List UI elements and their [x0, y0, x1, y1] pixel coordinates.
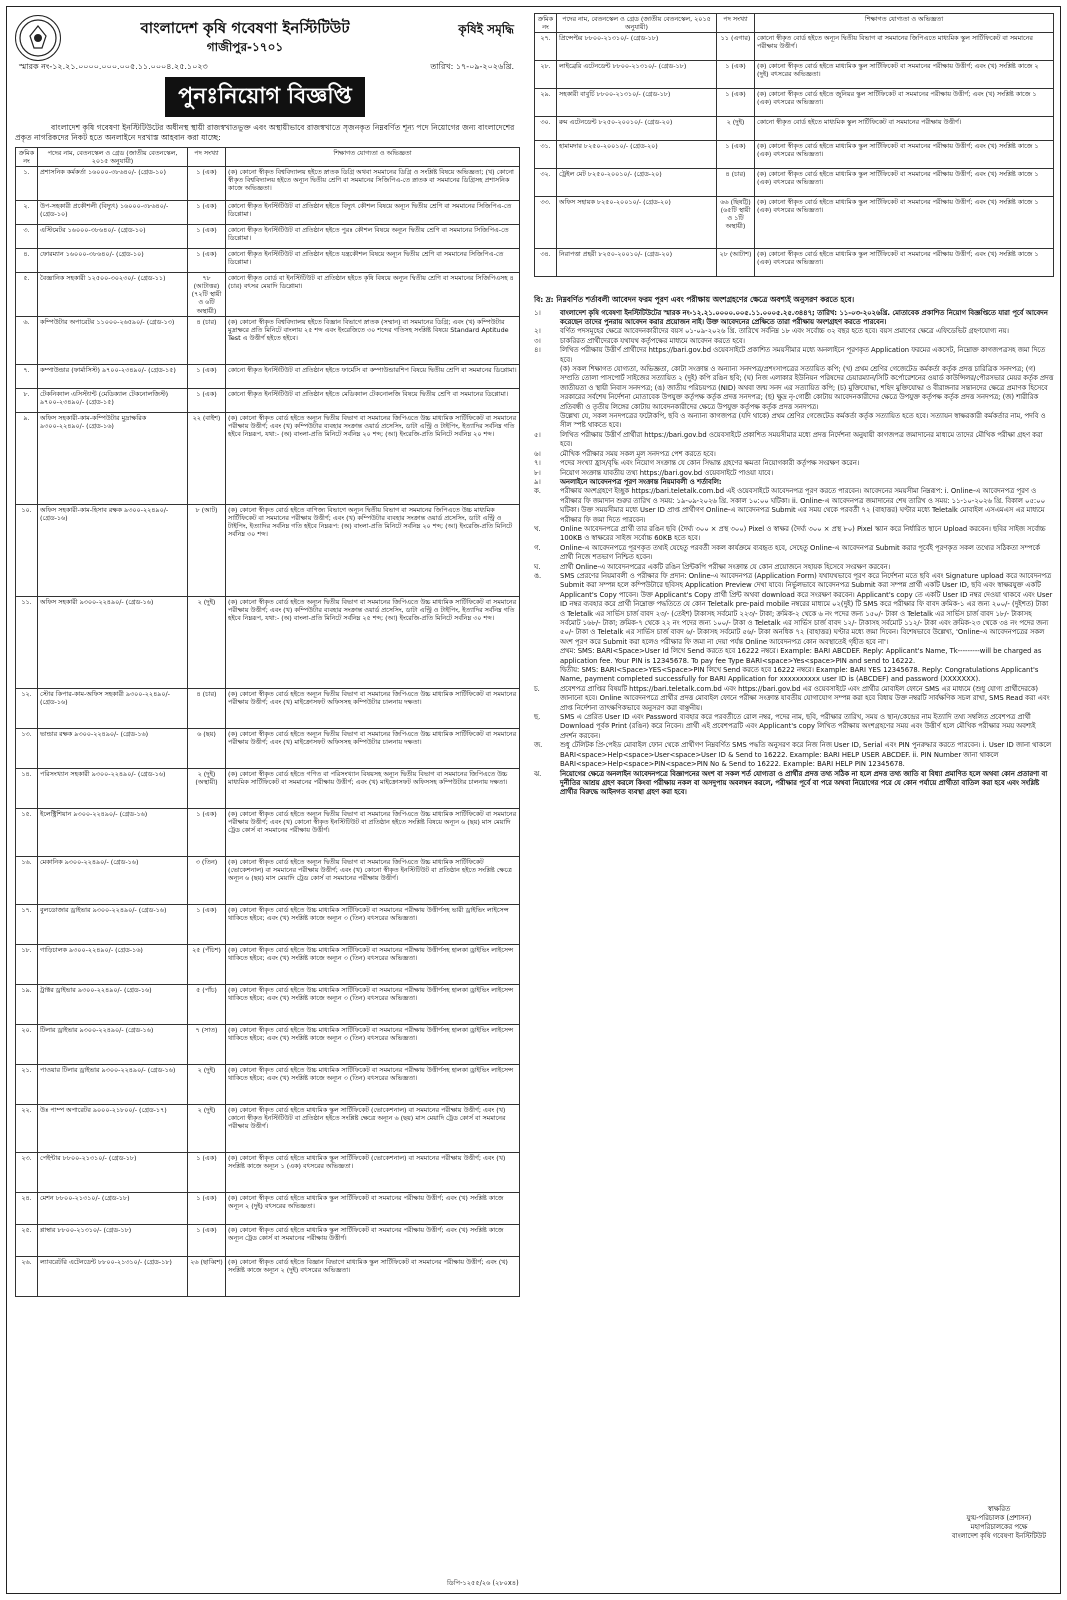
signature-title: যুগ্ম-পরিচালক (প্রশাসন): [966, 1514, 1032, 1522]
conditions-heading: বি: দ্র: নিম্নবর্ণিত শর্তাবলী আবেদন ফরম পূরণ এবং পরীক্ষায় অংশগ্রহণের ক্ষেত্রে অবশ্যই অনুসরণ করতে হবে।: [534, 295, 855, 305]
row-count: ১১ (এগার): [717, 33, 755, 61]
row-post: অফিস সহকারী ৯৩০০-২২৪৯০/- (গ্রেড-১৬): [38, 596, 188, 688]
condition-item: [534, 478, 1054, 487]
row-count: ৩ (তিন): [188, 856, 226, 904]
row-post: প্রশাসনিক কর্মকর্তা ১৬০০০-৩৮৬৪০/- (গ্রেড-১০): [38, 167, 188, 201]
row-post: নিরাপত্তা প্রহরী ৮২৫০-২০০১০/- (গ্রেড-২০): [557, 249, 717, 277]
condition-item: [534, 713, 1054, 741]
row-qualification: কোনো স্বীকৃত ইনস্টিটিউট বা প্রতিষ্ঠান হইতে বিদ্যুৎ কৌশল বিষয়ে অন্যূন দ্বিতীয় শ্রেণি বা সমমানের সিজিপিএ-তে ডিপ্লোমা।: [226, 201, 520, 225]
row-count: ২ (দুই): [188, 1104, 226, 1152]
condition-number: ৮।: [534, 468, 541, 477]
header: [15, 13, 520, 111]
header-count: পদ সংখ্যা: [717, 14, 755, 33]
row-qualification: (ক) কোনো স্বীকৃত বোর্ড হইতে অন্যূন দ্বিতীয় বিভাগ বা সমমানের জিপিএতে উচ্চ মাধ্যমিক সার্টিফিকেট বা সমমানের পরীক্ষায় উত্তীর্ণ; এবং (খ) মাইক্রোসফট অফিসসহ কম্পিউটার চালনায় দক্ষতা।: [226, 688, 520, 728]
header-count: পদ সংখ্যা: [188, 148, 226, 167]
signature-label: স্বাক্ষরিত: [987, 1505, 1011, 1513]
condition-number: ঘ.: [534, 562, 541, 571]
table-row: [535, 61, 1054, 89]
row-count: ২৬ (ছাব্বিশ): [188, 1256, 226, 1296]
condition-item: [534, 309, 1054, 328]
row-post: গাড়িচালক ৯৩০০-২২৪৯০/- (গ্রেড-১৬): [38, 944, 188, 984]
row-serial: ৪.: [16, 249, 38, 273]
table-row: [16, 249, 520, 273]
row-count: ৭৮ (আটাত্তর) (৭২টি স্থায়ী ও ৬টি অস্থায়ী): [188, 273, 226, 316]
row-post: টেকনিক্যাল এসিস্ট্যান্ট (মেডিক্যাল টেকনোলজিস্ট) ৯৭০০-২৩৪৯০/- (গ্রেড-১৫): [38, 388, 188, 412]
row-post: ট্রেইল মেট ৮২৫০-২০০১০/- (গ্রেড-২০): [557, 169, 717, 197]
condition-number: ৪।: [534, 346, 541, 355]
condition-number: ৫।: [534, 430, 541, 439]
table-row: [535, 89, 1054, 117]
right-column: [534, 13, 1054, 798]
row-post: পাওয়ার টিলার ড্রাইভার ৯৩০০-২২৪৯০/- (গ্রেড-১৬): [38, 1064, 188, 1104]
row-post: প্রিন্সেপ্টর ৮৮০০-২১৩১০/- (গ্রেড-১৮): [557, 33, 717, 61]
row-qualification: (ক) কোনো স্বীকৃত বোর্ড হইতে বাণিজ্য বিভাগে অন্যূন দ্বিতীয় বিভাগ বা সমমানের জিপিএতে উচ্চ মাধ্যমিক সার্টিফিকেট বা সমমানের পরীক্ষায় উত্তীর্ণ; এবং (খ) কম্পিউটার ব্যবহার সংক্রান্ত ওয়ার্ড প্রসেসিং, ডাটা এন্ট্রি ও টাইপিং, ইত্যাদির সর্বনিম্ন গতি হইবে নিম্নরূপ: (অ) বাংলা-প্রতি মিনিটে সর্বনিম্ন ২০ শব্দ; (আ) ইংরেজি-প্রতি মিনিটে সর্বনিম্ন ৩০ শব্দ।: [226, 504, 520, 596]
row-post: উঃ পাম্প অপারেটর ৯০০০-২১৮০০/- (গ্রেড-১৭): [38, 1104, 188, 1152]
org-city: গাজীপুর-১৭০১: [206, 40, 284, 54]
row-serial: ২৭.: [535, 33, 557, 61]
header-sl: ক্রমিক নং: [535, 14, 557, 33]
condition-item: [534, 647, 1054, 666]
row-qualification: (ক) কোনো স্বীকৃত বোর্ড হইতে মাধ্যমিক স্কুল সার্টিফিকেট বা সমমানের পরীক্ষায় উত্তীর্ণ; এবং (খ) সংশ্লিষ্ট কাজে ২ (দুই) বৎসরের অভিজ্ঞতা।: [755, 61, 1054, 89]
row-count: ৪ (চার): [188, 688, 226, 728]
row-qualification: কোনো স্বীকৃত ইনস্টিটিউট বা প্রতিষ্ঠান হইতে পুরঃ কৌশল বিষয়ে অন্যূন দ্বিতীয় শ্রেণি বা সমমানের সিজিপিএ-তে ডিপ্লোমা।: [226, 225, 520, 249]
row-post: বৈজ্ঞানিক সহকারী ১২৫০০-৩০২৩০/- (গ্রেড-১১): [38, 273, 188, 316]
row-serial: ২৯.: [535, 89, 557, 117]
table-row: [535, 169, 1054, 197]
row-post: ভান্ডার রক্ষক ৯৩০০-২২৪৯০/- (গ্রেড-১৬): [38, 728, 188, 768]
condition-number: খ.: [534, 524, 541, 533]
table-row: [16, 856, 520, 904]
row-serial: ২৪.: [16, 1192, 38, 1224]
row-count: ৪ (চার): [717, 169, 755, 197]
row-qualification: (ক) কোনো স্বীকৃত বোর্ড হইতে অন্যূন দ্বিতীয় বিভাগ বা সমমানের জিপিএতে উচ্চ মাধ্যমিক সার্টিফিকেট বা সমমানের পরীক্ষায় উত্তীর্ণ; এবং (খ) কম্পিউটার ব্যবহার সংক্রান্ত ওয়ার্ড প্রসেসিং, ডাটা এন্ট্রি ও টাইপিং, ইত্যাদির সর্বনিম্ন গতি হইবে নিম্নরূপ, যথা:- (অ) বাংলা-প্রতি মিনিটে সর্বনিম্ন ২৫ শব্দ; (আ) ইংরেজি-প্রতি মিনিটে সর্বনিম্ন ৩০ শব্দ।: [226, 596, 520, 688]
condition-item: [534, 487, 1054, 525]
row-serial: ১৩.: [16, 728, 38, 768]
table-row: [16, 1024, 520, 1064]
row-qualification: কোনো স্বীকৃত বোর্ড হইতে মাধ্যমিক স্কুল সার্টিফিকেট বা সমমানের পরীক্ষায় উত্তীর্ণ।: [755, 117, 1054, 141]
condition-item: [534, 685, 1054, 713]
condition-number: গ.: [534, 543, 541, 552]
condition-text: পরীক্ষায় অংশগ্রহণে ইচ্ছুক https://bari.teletalk.com.bd এই ওয়েবসাইটে আবেদনপত্র পূরণ করতে পারবেন। আবেদনের সময়সীমা নিম্নরূপ: i. Online-এ আবেদনপত্র পূরণ ও পরীক্ষার ফি জমাদান শুরুর তারিখ ও সময়: ১৯-০৯-২০২৬ খ্রি. সকাল ১০:০০ ঘটিকা। ii. Online-এ আবেদনপত্র জমাদানের শেষ তারিখ ও সময়: ১১-১০-২০২৬ খ্রি. বিকাল ০৫:০০ ঘটিকা। উক্ত সময়সীমার মধ্যে User ID প্রাপ্ত প্রার্থীগণ Online-এ আবেদনপত্র Submit এর সময় থেকে পরবর্তী ৭২ (বাহাত্তর) ঘণ্টার মধ্যে Teletalk মোবাইল এসএমএস এর মাধ্যমে পরীক্ষার ফি জমা দিতে পারবেন।: [560, 487, 1045, 524]
row-qualification: (ক) কোনো স্বীকৃত বোর্ড হইতে মাধ্যমিক স্কুল সার্টিফিকেট বা সমমানের পরীক্ষায় উত্তীর্ণ; এবং (খ) সংশ্লিষ্ট কাজে ১ (এক) বৎসরের অভিজ্ঞতা।: [755, 197, 1054, 249]
row-count: ৬ (ছয়): [188, 728, 226, 768]
intro-text: বাংলাদেশ কৃষি গবেষণা ইনস্টিটিউটের অধীনস্থ স্থায়ী রাজস্বখাতভুক্ত এবং অস্থায়ীভাবে রাজস্বখাতে সৃজনকৃত নিম্নবর্ণিত শূন্য পদে নিয়োগের জন্য বাংলাদেশের প্রকৃত নাগরিকদের নিকট হতে অনলাইনে দরখাস্ত আহবান করা যাচ্ছে:: [15, 123, 515, 142]
row-serial: ২১.: [16, 1064, 38, 1104]
condition-number: ক.: [534, 487, 541, 496]
row-qualification: কোনো স্বীকৃত ইনস্টিটিউট বা প্রতিষ্ঠান হইতে যন্ত্রকৌশল বিষয়ে অন্যূন দ্বিতীয় শ্রেণি বা সমমানের সিজিপিএ-তে ডিপ্লোমা।: [226, 249, 520, 273]
condition-number: ছ.: [534, 713, 541, 722]
condition-text: বর্ণিত পদসমূহের ক্ষেত্রে আবেদনকারীদের বয়স ০১-০৯-২০২৬ খ্রি. তারিখে সর্বনিম্ন ১৮ এবং সর্বোচ্চ ৩২ বছর হতে হবে। বয়স প্রমাণের ক্ষেত্রে এফিডেভিট গ্রহণযোগ্য নয়।: [560, 327, 1009, 336]
table-row: [16, 201, 520, 225]
row-count: ১ (এক): [188, 904, 226, 944]
org-name: বাংলাদেশ কৃষি গবেষণা ইনস্টিটিউট: [140, 19, 350, 37]
row-qualification: (ক) কোনো স্বীকৃত বোর্ড হইতে মাধ্যমিক স্কুল সার্টিফিকেট (ভোকেশনাল) বা সমমানের পরীক্ষায় উত্তীর্ণ; এবং (খ) কোনো স্বীকৃত ইনস্টিটিউট বা প্রতিষ্ঠান হইতে সংশ্লিষ্ট ক্ষেত্রে অন্যূন ৬ (ছয়) মাস মেয়াদি ট্রেড কোর্স বা সমমানের পরীক্ষায় উত্তীর্ণ।: [226, 1104, 520, 1152]
condition-text: পদের সংখ্যা হ্রাস/বৃদ্ধি এবং নিয়োগ সংক্রান্ত যে কোন সিদ্ধান্ত গ্রহণের ক্ষমতা নিয়োগকারী কর্তৃপক্ষ সংরক্ষণ করেন।: [560, 459, 860, 468]
row-qualification: (ক) কোনো স্বীকৃত বোর্ড হইতে অন্যূন দ্বিতীয় বিভাগ বা সমমানের জিপিএতে উচ্চ মাধ্যমিক সার্টিফিকেট বা সমমানের পরীক্ষায় উত্তীর্ণ; এবং (খ) মাইক্রোসফট অফিসসহ কম্পিউটার চালনায় দক্ষতা।: [226, 728, 520, 768]
row-post: প্লাম্বার ৮৮০০-২১৩১০/- (গ্রেড-১৮): [38, 1224, 188, 1256]
table-row: [16, 1152, 520, 1192]
row-serial: ৩০.: [535, 117, 557, 141]
condition-text: নিয়োগ সংক্রান্ত যাবতীয় তথ্য https://bari.gov.bd ওয়েবসাইটে পাওয়া যাবে।: [560, 468, 774, 477]
row-count: ২ (দুই) (অস্থায়ী): [188, 768, 226, 808]
row-qualification: (ক) কোনো স্বীকৃত বোর্ড হইতে মাধ্যমিক স্কুল সার্টিফিকেট বা সমমানের পরীক্ষায় উত্তীর্ণ; এবং (খ) সংশ্লিষ্ট কাজে ১ (এক) বৎসরের অভিজ্ঞতা।: [755, 141, 1054, 169]
table-row: [16, 388, 520, 412]
row-count: ১ (এক): [188, 249, 226, 273]
row-count: ১ (এক): [188, 1192, 226, 1224]
row-post: অফিস সহকারী-কাম-কম্পিউটার মুদ্রাক্ষরিক ৯৩০০-২২৪৯০/- (গ্রেড-১৬): [38, 412, 188, 504]
row-post: টিলার ড্রাইভার ৯৩০০-২২৪৯০/- (গ্রেড-১৬): [38, 1024, 188, 1064]
row-qualification: (ক) কোনো স্বীকৃত বোর্ড হইতে অন্যূন দ্বিতীয় বিভাগ বা সমমানের জিপিএতে উচ্চ মাধ্যমিক সার্টিফিকেট (ভোকেশনাল) বা সমমানের পরীক্ষায় উত্তীর্ণ; এবং (খ) কোনো স্বীকৃত ইনস্টিটিউট বা প্রতিষ্ঠান হইতে সংশ্লিষ্ট ক্ষেত্রে অন্যূন ৬ (ছয়) মাস মেয়াদি ট্রেড কোর্স বা সমমানের পরীক্ষায় উত্তীর্ণ।: [226, 856, 520, 904]
row-count: ১ (এক): [717, 61, 755, 89]
table-row: [16, 808, 520, 856]
condition-item: [534, 741, 1054, 769]
table-row: [535, 33, 1054, 61]
row-serial: ১৮.: [16, 944, 38, 984]
row-qualification: কোনো স্বীকৃত বোর্ড হইতে অন্যূন দ্বিতীয় বিভাগ বা সমমানের জিপিএতে মাধ্যমিক স্কুল সার্টিফিকেট বা সমমানের পরীক্ষায় উত্তীর্ণ।: [755, 33, 1054, 61]
table-row: [16, 1104, 520, 1152]
row-qualification: (ক) কোনো স্বীকৃত বোর্ড হইতে বিজ্ঞান বিভাগে মাধ্যমিক স্কুল সার্টিফিকেট বা সমমানের পরীক্ষায় উত্তীর্ণ; এবং (খ) সংশ্লিষ্ট কাজে অন্যূন ২ (দুই) বৎসরের অভিজ্ঞতা।: [226, 1256, 520, 1296]
row-qualification: (ক) কোনো স্বীকৃত বিশ্ববিদ্যালয় হইতে স্নাতক ডিগ্রি অথবা সমমানের ডিগ্রি ও সংশ্লিষ্ট বিষয়ে অভিজ্ঞতা; (খ) কোনো স্বীকৃত বিশ্ববিদ্যালয় হইতে অন্যূন দ্বিতীয় শ্রেণি বা সমমানের সিজিপিএ-তে স্নাতক বা সমমানের ডিগ্রিসহ প্রশাসনিক কাজে অভিজ্ঞতা।: [226, 167, 520, 201]
condition-item: [534, 770, 1054, 798]
row-post: সহকারী বাবুর্চি ৮৮০০-২১৩১০/- (গ্রেড-১৮): [557, 89, 717, 117]
row-post: ট্রাক্টর ড্রাইভার ৯৩০০-২২৪৯০/- (গ্রেড-১৬): [38, 984, 188, 1024]
condition-item: [534, 337, 1054, 346]
row-serial: ৩.: [16, 225, 38, 249]
condition-number: [534, 412, 560, 431]
row-qualification: কোনো স্বীকৃত ইনস্টিটিউট বা প্রতিষ্ঠান হইতে মেডিক্যাল টেকনোলজি বিষয়ে দ্বিতীয় শ্রেণি বা সমমানের ডিপ্লোমা।: [226, 388, 520, 412]
row-qualification: কোনো স্বীকৃত বোর্ড বা ইনস্টিটিউট বা প্রতিষ্ঠান হইতে কৃষি বিষয়ে অন্যূন দ্বিতীয় শ্রেণি বা সমমানের সিজিপিএসহ ৪ (চার) বৎসর মেয়াদি ডিপ্লোমা।: [226, 273, 520, 316]
row-count: ৪ (চার): [188, 316, 226, 364]
condition-text: প্রবেশপত্র প্রাপ্তির বিষয়টি https://bari.teletalk.com.bd এবং https://bari.gov.bd এর ওয়েবসাইটে এবং প্রার্থীর মোবাইল ফোনে SMS এর মাধ্যমে (শুধু যোগ্য প্রার্থীদেরকে) জানানো হবে। Online আবেদনপত্রে প্রার্থীর প্রদত্ত মোবাইল ফোনে পরীক্ষা সংক্রান্ত যাবতীয় যোগাযোগ সম্পন্ন করা হবে বিধায় উক্ত নম্বরটি সার্বক্ষণিক সচল রাখা, SMS Read করা এবং প্রাপ্ত নির্দেশনা তাৎক্ষণিকভাবে অনুসরণ করা বাঞ্ছনীয়।: [560, 684, 1050, 712]
condition-number: চ.: [534, 684, 540, 693]
row-serial: ৬.: [16, 316, 38, 364]
row-qualification: (ক) কোনো স্বীকৃত বোর্ড হইতে জুনিয়র স্কুল সার্টিফিকেট বা সমমানের পরীক্ষায় উত্তীর্ণ; এবং (খ) সংশ্লিষ্ট কাজে ১ (এক) বৎসরের অভিজ্ঞতা।: [755, 89, 1054, 117]
condition-number: ৬।: [534, 449, 541, 458]
row-count: ১ (এক): [188, 167, 226, 201]
condition-item: [534, 563, 1054, 572]
notice-date: তারিখ: ১৭-০৯-২০২৬খ্রি.: [430, 62, 514, 71]
condition-number: ১।: [534, 308, 541, 317]
row-count: ২ (দুই): [188, 1064, 226, 1104]
table-row: [16, 1192, 520, 1224]
row-serial: ১.: [16, 167, 38, 201]
table-row: [16, 225, 520, 249]
row-serial: ২৫.: [16, 1224, 38, 1256]
table-row: [535, 141, 1054, 169]
table-row: [16, 167, 520, 201]
condition-item: [534, 666, 1054, 685]
row-serial: ২৬.: [16, 1256, 38, 1296]
slogan: কৃষিই সমৃদ্ধি: [458, 22, 514, 36]
row-qualification: (ক) কোনো স্বীকৃত বোর্ড হইতে মাধ্যমিক স্কুল সার্টিফিকেট বা সমমানের পরীক্ষায় উত্তীর্ণ; এবং (খ) সংশ্লিষ্ট কাজে অন্যূন ২ (দুই) বৎসরের অভিজ্ঞতা।: [226, 1192, 520, 1224]
conditions-section: [534, 295, 1054, 798]
row-count: ২৮ (আটাশ): [717, 249, 755, 277]
condition-text: প্রথম: SMS: BARI<Space>User Id লিখে Send করতে হবে 16222 নম্বরে। Example: BARI ABCDEF. Reply: Applicant's Name, Tk---------will be charged as application fee. Your PIN is 12345678. To pay fee Type BARI<space>Yes<space>PIN and send to 16222.: [560, 647, 1042, 665]
condition-text: মৌখিক পরীক্ষার সময় সকল মূল সনদপত্র পেশ করতে হবে।: [560, 449, 716, 458]
condition-text: SMS প্রেরণের নিয়মাবলী ও পরীক্ষার ফি প্রদান: Online-এ আবেদনপত্র (Application Form) যথাযথভাবে পূরণ করে নির্দেশনা মতে ছবি এবং Signature upload করে আবেদনপত্র Submit করা সম্পন্ন হলে কম্পিউটারে ছবিসহ Application Preview দেখা যাবে। নির্ভুলভাবে আবেদনপত্র Submit করা সম্পন্ন প্রার্থী একটি User ID, ছবি এবং স্বাক্ষরযুক্ত একটি Applicant's Copy পাবেন। উক্ত Applicant's Copy প্রার্থী প্রিন্ট অথবা download করে সংরক্ষণ করবেন। Applicant's copy তে একটি User ID নম্বর দেওয়া থাকবে এবং User ID নম্বর ব্যবহার করে প্রার্থী নিম্নোক্ত পদ্ধতিতে যে কোন Teletalk pre-paid mobile নম্বরের মাধ্যমে ০২(দুই) টি SMS করে পরীক্ষার ফি বাবদ ক্রমিক-১ এর জন্য ২০০/- (দুইশত) টাকা ও Teletalk এর সার্ভিস চার্জ বাবদ ২৩/- (তেইশ) টাকাসহ সর্বমোট ২২৩/- টাকা; ক্রমিক-২ থেকে ৬ নং পদের জন্য ১৫০/- টাকা ও Teletalk এর সার্ভিস চার্জ বাবদ ১৮/- টাকাসহ সর্বমোট ১৬৮/- টাকা; ক্রমিক-৭ থেকে ২২ নং পদের জন্য ১০০/- টাকা ও Teletalk এর সার্ভিস চার্জ বাবদ ১২/- টাকাসহ সর্বমোট ১১২/- টাকা এবং ক্রমিক-২৩ থেকে ৩৪ নং পদের জন্য ৫০/- টাকা ও Teletalk এর সার্ভিস চার্জ বাবদ ৬/- টাকাসহ সর্বমোট ৫৬/- টাকা অনধিক ৭২ (বাহাত্তর) ঘণ্টার মধ্যে জমা দিবেন। বিশেষভাবে উল্লেখ্য, 'Online-এ আবেদনপত্রের সকল অংশ পূরণ করে Submit করা হলেও পরীক্ষার ফি জমা না দেয়া পর্যন্ত Online আবেদনপত্র কোন অবস্থাতেই গৃহীত হবে না'।: [560, 571, 1053, 646]
row-post: কম্পাউন্ডার (ফার্মাসিস্ট) ৯৭০০-২৩৪৯০/- (গ্রেড-১৫): [38, 364, 188, 388]
row-qualification: (ক) কোনো স্বীকৃত বোর্ড হইতে অন্যূন দ্বিতীয় বিভাগ বা সমমানের জিপিএতে উচ্চ মাধ্যমিক সার্টিফিকেট বা সমমানের পরীক্ষায় উত্তীর্ণ; এবং (খ) কোনো স্বীকৃত ইনস্টিটিউট বা প্রতিষ্ঠান হইতে সংশ্লিষ্ট বিষয়ে অন্যূন ৬ (ছয়) মাস মেয়াদি ট্রেড কোর্স বা সমমানের পরীক্ষায় উত্তীর্ণ।: [226, 808, 520, 856]
memo-number: স্মারক নং-১২.২১.০০০০.০০০.০০৫.১১.০০০৪.২৫.১০২৩: [19, 62, 208, 71]
row-qualification: (ক) কোনো স্বীকৃত বোর্ড হইতে উচ্চ মাধ্যমিক সার্টিফিকেট বা সমমানের পরীক্ষায় উত্তীর্ণসহ হালকা ড্রাইভিং লাইসেন্স থাকিতে হইবে; এবং (খ) সংশ্লিষ্ট কাজে অন্যূন ৩ (তিন) বৎসরের অভিজ্ঞতা।: [226, 944, 520, 984]
row-post: মেকানিক ৯৩০০-২২৪৯০/- (গ্রেড-১৬): [38, 856, 188, 904]
row-count: ১ (এক): [188, 225, 226, 249]
signature-org: বাংলাদেশ কৃষি গবেষণা ইনস্টিটিউট: [951, 1532, 1046, 1540]
table-row: [16, 596, 520, 688]
table-row: [16, 364, 520, 388]
table-row: [16, 984, 520, 1024]
table-row: [16, 273, 520, 316]
condition-number: ঝ.: [534, 769, 542, 778]
row-serial: ৩১.: [535, 141, 557, 169]
row-qualification: (ক) কোনো স্বীকৃত বোর্ড হইতে উচ্চ মাধ্যমিক সার্টিফিকেট বা সমমানের পরীক্ষায় উত্তীর্ণসহ ভারী ড্রাইভিং লাইসেন্স থাকিতে হইবে; এবং (খ) সংশ্লিষ্ট কাজে অন্যূন ৩ (তিন) বৎসরের অভিজ্ঞতা।: [226, 904, 520, 944]
table-row: [16, 1256, 520, 1296]
table-row: [16, 504, 520, 596]
row-post: ফোরম্যান ১৬০০০-৩৮৬৪০/- (গ্রেড-১০): [38, 249, 188, 273]
row-post: রুম এটেনডেন্ট ৮২৫০-২০০১০/- (গ্রেড-২০): [557, 117, 717, 141]
row-post: ইলেক্ট্রিশিয়ান ৯৩০০-২২৪৯০/- (গ্রেড-১৬): [38, 808, 188, 856]
row-count: ১ (এক): [188, 1224, 226, 1256]
condition-item: [534, 346, 1054, 365]
condition-item: [534, 572, 1054, 647]
condition-text: SMS এ প্রেরিত User ID এবং Password ব্যবহার করে পরবর্তীতে রোল নম্বর, পদের নাম, ছবি, পরীক্ষার তারিখ, সময় ও স্থান/কেন্দ্রের নাম ইত্যাদি তথ্য সম্বলিত প্রবেশপত্র প্রার্থী Download পূর্বক Print (রঙিন) করে নিবেন। প্রার্থী এই প্রবেশপত্রটি এবং Applicant's copy লিখিত পরীক্ষায় অংশগ্রহণের সময় এবং উত্তীর্ণ হলে মৌখিক পরীক্ষার সময় অবশ্যই প্রদর্শন করবেন।: [560, 713, 1036, 740]
table-row: [16, 1224, 520, 1256]
condition-item: [534, 525, 1054, 544]
left-column: [15, 13, 520, 1297]
row-serial: ১১.: [16, 596, 38, 688]
table-row: [535, 197, 1054, 249]
notice-page: [6, 6, 1061, 1594]
row-count: ৮ (আট): [188, 504, 226, 596]
vacancy-table-right: [534, 13, 1054, 277]
header-sl: ক্রমিক নং: [16, 148, 38, 167]
condition-number: ২।: [534, 327, 541, 336]
table-row: [16, 316, 520, 364]
row-qualification: (ক) কোনো স্বীকৃত বোর্ড হইতে মাধ্যমিক স্কুল সার্টিফিকেট বা সমমানের পরীক্ষায় উত্তীর্ণ; এবং (খ) সংশ্লিষ্ট কাজে ১ (এক) বৎসরের অভিজ্ঞতা।: [755, 249, 1054, 277]
row-serial: ১০.: [16, 504, 38, 596]
condition-number: [534, 365, 560, 412]
condition-number: জ.: [534, 741, 543, 750]
row-count: ৫ (পাঁচ): [188, 984, 226, 1024]
row-qualification: (ক) কোনো স্বীকৃত বোর্ড হইতে উচ্চ মাধ্যমিক সার্টিফিকেট বা সমমানের পরীক্ষায় উত্তীর্ণসহ হালকা ড্রাইভিং লাইসেন্স থাকিতে হইবে; এবং (খ) সংশ্লিষ্ট কাজে অন্যূন ৩ (তিন) বৎসরের অভিজ্ঞতা।: [226, 1064, 520, 1104]
notice-title: পুনঃনিয়োগ বিজ্ঞপ্তি: [165, 77, 365, 117]
condition-number: [534, 647, 560, 666]
row-post: পরিসংখ্যান সহকারী ৯৩০০-২২৪৯০/- (গ্রেড-১৬): [38, 768, 188, 808]
condition-number: [534, 666, 560, 685]
row-count: ১ (এক): [188, 201, 226, 225]
row-qualification: (ক) কোনো স্বীকৃত বোর্ড হইতে মাধ্যমিক স্কুল সার্টিফিকেট বা সমমানের পরীক্ষায় উত্তীর্ণ; এবং (খ) সংশ্লিষ্ট কাজে অন্যূন ট্রেড কোর্স বা সমমানের পরীক্ষায় উত্তীর্ণ।: [226, 1224, 520, 1256]
condition-text: (ক) সকল শিক্ষাগত যোগ্যতা, অভিজ্ঞতা, কোটা সংক্রান্ত ও অন্যান্য সনদপত্র/প্রশংসাপত্রের সত্যায়িত কপি; (খ) প্রথম শ্রেণির গেজেটেড কর্মকর্তা কর্তৃক প্রদত্ত চারিত্রিক সনদপত্র; (গ) সম্প্রতি তোলা পাসপোর্ট সাইজের সত্যায়িত ২ (দুই) কপি রঙিন ছবি; (ঘ) নিজ এলাকার ইউনিয়ন পরিষদের চেয়ারম্যান/সিটি কর্পোরেশনের ওয়ার্ড কাউন্সিলর/পৌরসভার মেয়র কর্তৃক প্রদত্ত জাতীয়তা ও স্থায়ী নিবাস সনদপত্র; (ঙ) জাতীয় পরিচয়পত্র (NID) অথবা জন্ম সনদ এর সত্যায়িত কপি; (চ) মুক্তিযোদ্ধা, শহিদ মুক্তিযোদ্ধা ও বীরাঙ্গনার সন্তানদের ক্ষেত্রে প্রমাণক হিসেবে সরকারের সর্বশেষ নির্দেশনা মোতাবেক উপযুক্ত কর্তৃপক্ষ কর্তৃক প্রদত্ত সনদপত্র; (ছ) ক্ষুদ্র নৃ-গোষ্ঠী কোটায় আবেদনকারীদের ক্ষেত্রে উপযুক্ত কর্তৃপক্ষ কর্তৃক প্রদত্ত সনদপত্র; (জ) শারীরিক প্রতিবন্ধী ও তৃতীয় লিঙ্গের কোটায় আবেদনকারীদের ক্ষেত্রে উপযুক্ত কর্তৃপক্ষ কর্তৃক প্রদত্ত সনদপত্র।: [560, 365, 1054, 411]
condition-text: দ্বিতীয়: SMS: BARI<Space>YES<Space>PIN লিখে Send করতে হবে 16222 নম্বরে। Example: BARI YES 12345678. Reply: Congratulations Applicant's Name, payment completed successfully for BARI Application for xxxxxxxxxx user ID is (ABCDEF) and password (XXXXXXX).: [560, 666, 1039, 684]
row-post: এস্টিমেটর ১৬০০০-৩৮৬৪০/- (গ্রেড-১০): [38, 225, 188, 249]
row-serial: ৭.: [16, 364, 38, 388]
table-row: [16, 1064, 520, 1104]
condition-text: প্রার্থী Online-এ আবেদনপত্রের একটি রঙিন প্রিন্টকপি পরীক্ষা সংক্রান্ত যে কোন প্রয়োজনে সহায়ক হিসেবে সংরক্ষণ করবেন।: [560, 562, 891, 571]
row-serial: ২২.: [16, 1104, 38, 1152]
row-serial: ৮.: [16, 388, 38, 412]
row-serial: ২৮.: [535, 61, 557, 89]
row-qualification: (ক) কোনো স্বীকৃত বোর্ড হইতে উচ্চ মাধ্যমিক সার্টিফিকেট বা সমমানের পরীক্ষায় উত্তীর্ণসহ হালকা ড্রাইভিং লাইসেন্স থাকিতে হইবে; এবং (খ) সংশ্লিষ্ট কাজে অন্যূন ৩ (তিন) বৎসরের অভিজ্ঞতা।: [226, 984, 520, 1024]
row-count: ২২ (বাইশ): [188, 412, 226, 504]
condition-item: [534, 450, 1054, 459]
row-post: ল্যাবরেটরি এটেনডেন্ট ৮৮০০-২১৩১০/- (গ্রেড-১৮): [38, 1256, 188, 1296]
row-count: ১ (এক): [188, 808, 226, 856]
row-post: লাইব্রেরি এটেনডেন্ট ৮৮০০-২১৩১০/- (গ্রেড-১৮): [557, 61, 717, 89]
condition-text: বাংলাদেশ কৃষি গবেষণা ইনস্টিটিউটের স্মারক নং-১২.২১.০০০০.০০৫.১১.০০০৫.২৫.৩৪৪৭; তারিখ: ১১-০৩-২০২৬খ্রি. মোতাবেক প্রকাশিত নিয়োগ বিজ্ঞপ্তিতে যারা পূর্বে আবেদন করেছেন তাদের পুনরায় আবেদন করার প্রয়োজন নাই। উক্ত আবেদনের প্রেক্ষিতে তারা পরীক্ষায় অংশগ্রহণ করতে পারবেন।: [560, 308, 1048, 326]
condition-number: ৭।: [534, 459, 541, 468]
row-serial: ৩২.: [535, 169, 557, 197]
row-serial: ৫.: [16, 273, 38, 316]
condition-text: চাকরিরত প্রার্থীদেরকে যথাযথ কর্তৃপক্ষের মাধ্যমে আবেদন করতে হবে।: [560, 336, 745, 345]
row-count: ২ (দুই): [188, 596, 226, 688]
row-count: ৬৬ (ছিষট্টি) (৬৫টি স্থায়ী ও ১টি অস্থায়ী): [717, 197, 755, 249]
row-serial: ২.: [16, 201, 38, 225]
header-post: পদের নাম, বেতনস্কেল ও গ্রেড (জাতীয় বেতনস্কেল, ২০১৫ অনুযায়ী): [38, 148, 188, 167]
row-serial: ১৬.: [16, 856, 38, 904]
condition-text: লিখিত পরীক্ষায় উত্তীর্ণ প্রার্থীদের https://bari.gov.bd ওয়েবসাইটে প্রকাশিত সময়সীমার মধ্যে অনলাইনে পূরণকৃত Application ফরমের একসেট, নিম্নোক্ত কাগজপত্রসহ জমা দিতে হবে।: [560, 346, 1046, 364]
condition-number: ঙ.: [534, 571, 542, 580]
header-post: পদের নাম, বেতনস্কেল ও গ্রেড (জাতীয় বেতনস্কেল, ২০১৫ অনুযায়ী): [557, 14, 717, 33]
seal-icon: [15, 15, 61, 61]
row-serial: ১৯.: [16, 984, 38, 1024]
row-post: হামামদার ৮২৫০-২০০১০/- (গ্রেড-২০): [557, 141, 717, 169]
row-serial: ২৩.: [16, 1152, 38, 1192]
row-qualification: (ক) কোনো স্বীকৃত বিশ্ববিদ্যালয় হইতে বিজ্ঞান বিভাগে স্নাতক (সম্মান) বা সমমানের ডিগ্রি; এবং (খ) কম্পিউটার মুদ্রাক্ষরে প্রতি মিনিটে বাংলায় ২৫ শব্দ এবং ইংরেজিতে ৩০ শব্দের গতিসহ সংশ্লিষ্ট বিষয়ে Standard Aptitude Test এ উত্তীর্ণ হইতে হইবে।: [226, 316, 520, 364]
row-serial: ২০.: [16, 1024, 38, 1064]
table-row: [16, 728, 520, 768]
row-qualification: (ক) কোনো স্বীকৃত বোর্ড হইতে মাধ্যমিক স্কুল সার্টিফিকেট (ভোকেশনাল) বা সমমানের পরীক্ষায় উত্তীর্ণ; এবং (খ) সংশ্লিষ্ট কাজে অন্যূন ১ (এক) বৎসরের অভিজ্ঞতা।: [226, 1152, 520, 1192]
table-row: [16, 688, 520, 728]
condition-number: ৯।: [534, 477, 541, 486]
header-qualification: শিক্ষাগত যোগ্যতা ও অভিজ্ঞতা: [755, 14, 1054, 33]
row-serial: ১২.: [16, 688, 38, 728]
table-row: [535, 117, 1054, 141]
row-count: ৭ (সাত): [188, 1024, 226, 1064]
condition-item: [534, 544, 1054, 563]
row-qualification: কোনো স্বীকৃত ইনস্টিটিউট বা প্রতিষ্ঠান হইতে ফার্মেসি বা কম্পাউন্ডারশিপ বিষয়ে দ্বিতীয় শ্রেণি বা সমমানের ডিপ্লোমা।: [226, 364, 520, 388]
row-post: কম্পিউটার অপারেটর ১১০০০-২৬৫৯০/- (গ্রেড-১৩): [38, 316, 188, 364]
row-post: স্টোর কিপার-কাম-অফিস সহকারী ৯৩০০-২২৪৯০/- (গ্রেড-১৬): [38, 688, 188, 728]
row-post: অফিস সহায়ক ৮২৫০-২০০১০/- (গ্রেড-২০): [557, 197, 717, 249]
row-serial: ৩৪.: [535, 249, 557, 277]
row-qualification: (ক) কোনো স্বীকৃত বোর্ড হইতে মাধ্যমিক স্কুল সার্টিফিকেট বা সমমানের পরীক্ষায় উত্তীর্ণ; এবং (খ) সংশ্লিষ্ট কাজে ১ (এক) বৎসরের অভিজ্ঞতা।: [755, 169, 1054, 197]
row-serial: ১৭.: [16, 904, 38, 944]
row-count: ১ (এক): [188, 364, 226, 388]
condition-text: লিখিত পরীক্ষায় উত্তীর্ণ প্রার্থীরা https://bari.gov.bd ওয়েবসাইটে প্রকাশিত সময়সীমার মধ্যে প্রদত্ত নির্দেশনা অনুযায়ী কাগজপত্র জমাদানের মাধ্যমে তাদের মৌখিক পরীক্ষা গ্রহণ করা হবে।: [560, 430, 1043, 449]
signature-block: [952, 1505, 1046, 1541]
condition-text: নিয়োগের ক্ষেত্রে অনলাইন আবেদনপত্রে বিজ্ঞাপনের অংশ বা সকল শর্ত যোগ্যতা ও প্রার্থীর প্রদত্ত তথ্য সঠিক না হলে প্রদত্ত তথ্য জাতি বা বিধ্যা প্রমাণিত হলে অথবা কোন প্রতারণা বা দুর্নীতির আশ্রয় গ্রহণ করলে কিংবা পরীক্ষায় নকল বা অসদুপায় অবলম্বন করলে, পরীক্ষার পূর্বে বা পরে অথবা নিয়োগের পরে যে কোন পর্যায়ে প্রার্থীতা বাতিল করা হবে এবং সংশ্লিষ্ট প্রার্থীর বিরুদ্ধে আইনগত ব্যবস্থা গ্রহণ করা হবে।: [560, 769, 1048, 797]
row-qualification: (ক) কোনো স্বীকৃত বোর্ড হইতে গণিত বা পরিসংখ্যান বিষয়সহ অন্যূন দ্বিতীয় বিভাগ বা সমমানের জিপিএতে উচ্চ মাধ্যমিক সার্টিফিকেট বা সমমানের পরীক্ষায় উত্তীর্ণ; এবং (খ) মাইক্রোসফট অফিসসহ কম্পিউটার চালনায় দক্ষতা।: [226, 768, 520, 808]
row-count: ১ (এক): [188, 1152, 226, 1192]
condition-item: [534, 412, 1054, 431]
condition-text: উল্লেখ্য যে, সকল সনদপত্রের ফটোকপি, ছবি ও অন্যান্য কাগজপত্র (যদি থাকে) প্রথম শ্রেণির গেজেটেড কর্মকর্তা কর্তৃক সত্যায়িত হতে হবে। সত্যায়ন স্বাক্ষরকারী কর্মকর্তার নাম, পদবি ও সীল স্পষ্ট থাকতে হবে।: [560, 412, 1046, 430]
condition-text: অনলাইনে আবেদনপত্র পূরণ সংক্রান্ত নিয়মাবলী ও শর্তাবলি:: [560, 477, 722, 486]
row-count: ১ (এক): [717, 89, 755, 117]
row-post: উপ-সহকারী প্রকৌশলী (বিদ্যুৎ) ১৬০০০-৩৮৬৪০/- (গ্রেড-১০): [38, 201, 188, 225]
condition-item: [534, 431, 1054, 450]
table-row: [16, 768, 520, 808]
signature-on-behalf: মহাপরিচালকের পক্ষে: [970, 1523, 1028, 1531]
row-serial: ১৪.: [16, 768, 38, 808]
condition-item: [534, 365, 1054, 412]
table-row: [535, 249, 1054, 277]
row-post: বুলডোজার ড্রাইভার ৯৩০০-২২৪৯০/- (গ্রেড-১৬): [38, 904, 188, 944]
row-serial: ৯.: [16, 412, 38, 504]
row-post: পেইন্টার ৮৮০০-২১৩১০/- (গ্রেড-১৮): [38, 1152, 188, 1192]
row-post: মেশন ৮৮০০-২১৩১০/- (গ্রেড-১৮): [38, 1192, 188, 1224]
table-row: [16, 904, 520, 944]
condition-text: শুধু টেলিটক প্রি-পেইড মোবাইল ফোন থেকে প্রার্থীগণ নিম্নবর্ণিত SMS পদ্ধতি অনুসরণ করে নিজ নিজ User ID, Serial এবং PIN পুনরুদ্ধার করতে পারবেন। i. User ID জানা থাকলে BARI<space>Help<space>User<space>User ID & Send to 16222. Example: BARI HELP USER ABCDEF. ii. PIN Number জানা থাকলে BARI<space>Help<space>PIN<space>PIN No & Send to 16222. Example: BARI HELP PIN 12345678.: [560, 741, 1052, 769]
condition-number: ৩।: [534, 336, 541, 345]
row-serial: ১৫.: [16, 808, 38, 856]
condition-item: [534, 327, 1054, 336]
row-serial: ৩৩.: [535, 197, 557, 249]
row-count: ১ (এক): [717, 141, 755, 169]
row-count: ১ (এক): [188, 388, 226, 412]
row-qualification: (ক) কোনো স্বীকৃত বোর্ড হইতে উচ্চ মাধ্যমিক সার্টিফিকেট বা সমমানের পরীক্ষায় উত্তীর্ণসহ হালকা ড্রাইভিং লাইসেন্স থাকিতে হইবে; এবং (খ) সংশ্লিষ্ট কাজে অন্যূন ৩ (তিন) বৎসরের অভিজ্ঞতা।: [226, 1024, 520, 1064]
condition-text: Online আবেদনপত্রে প্রার্থী তার রঙিন ছবি (দৈর্ঘ্য ৩০০ × প্রস্থ ৩০০) Pixel ও স্বাক্ষর (দৈর্ঘ্য ৩০০ × প্রস্থ ৮০) Pixel স্ক্যান করে নির্ধারিত স্থানে Upload করবেন। ছবির সাইজ সর্বোচ্চ 100KB ও স্বাক্ষরের সাইজ সর্বোচ্চ 60KB হতে হবে।: [560, 524, 1046, 543]
condition-item: [534, 459, 1054, 468]
footer-code: ডিপি-১২৫৫/২৬ (২৮০x৪): [447, 1579, 519, 1587]
condition-text: Online-এ আবেদনপত্রে পূরণকৃত তথ্যই যেহেতু পরবর্তী সকল কার্যক্রমে ব্যবহৃত হবে, সেহেতু Online-এ আবেদনপত্র Submit করার পূর্বেই পূরণকৃত সকল তথ্যের সঠিকতা সম্পর্কে প্রার্থী নিজে শতভাগ নিশ্চিত হবেন।: [560, 543, 1041, 562]
row-count: ২ (দুই): [717, 117, 755, 141]
table-row: [16, 944, 520, 984]
vacancy-table-left: [15, 147, 520, 1297]
header-qualification: শিক্ষাগত যোগ্যতা ও অভিজ্ঞতা: [226, 148, 520, 167]
condition-item: [534, 469, 1054, 478]
row-qualification: (ক) কোনো স্বীকৃত বোর্ড হইতে অন্যূন দ্বিতীয় বিভাগ বা সমমানের জিপিএতে উচ্চ মাধ্যমিক সার্টিফিকেট বা সমমানের পরীক্ষায় উত্তীর্ণ; এবং (খ) কম্পিউটার ব্যবহার সংক্রান্ত ওয়ার্ড প্রসেসিং, ডাটা এন্ট্রি ও টাইপিং, ইত্যাদির সর্বনিম্ন গতি হইবে নিম্নরূপ, যথা:- (অ) বাংলা-প্রতি মিনিটে সর্বনিম্ন ২০ শব্দ; (আ) ইংরেজি-প্রতি মিনিটে সর্বনিম্ন ২০ শব্দ।: [226, 412, 520, 504]
row-post: অফিস সহকারী-কাম-হিসাব রক্ষক ৯৩০০-২২৪৯০/- (গ্রেড-১৬): [38, 504, 188, 596]
row-count: ২৫ (পঁচিশ): [188, 944, 226, 984]
table-row: [16, 412, 520, 504]
